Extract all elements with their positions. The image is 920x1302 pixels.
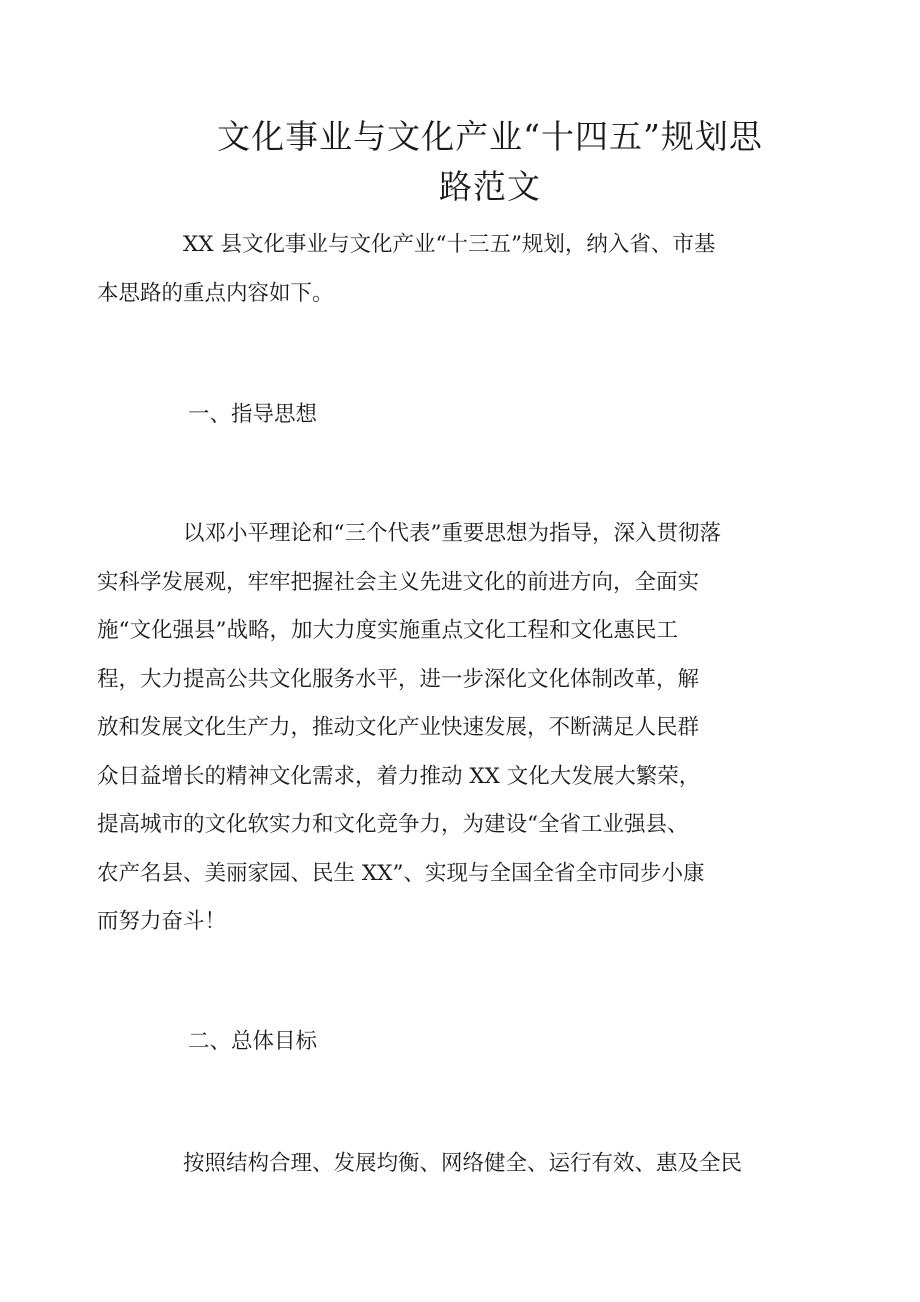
- section-heading-guiding-ideology: 一、指导思想: [188, 402, 318, 427]
- text-line: 众日益增长的精神文化需求，着力推动 XX 文化大发展大繁荣，: [97, 763, 701, 789]
- text-line: 实科学发展观，牢牢把握社会主义先进文化的前进方向，全面实: [97, 569, 700, 595]
- text-line: 放和发展文化生产力，推动文化产业快速发展，不断满足人民群: [97, 715, 700, 740]
- text-line: 按照结构合理、发展均衡、网络健全、运行有效、惠及全民: [183, 1151, 743, 1176]
- overall-goals-paragraph: [140, 1140, 780, 1189]
- guiding-ideology-paragraph: [97, 510, 780, 947]
- text-line: 提高城市的文化软实力和文化竞争力，为建设“全省工业强县、: [97, 812, 689, 837]
- section-heading-overall-goals: 二、总体目标: [188, 1029, 318, 1054]
- text-line: 农产名县、美丽家园、民生 XX”、实现与全国全省全市同步小康: [97, 860, 705, 886]
- text-line: 程，大力提高公共文化服务水平，进一步深化文化体制改革，解: [97, 666, 700, 692]
- text-line: 以邓小平理论和“三个代表”重要思想为指导，深入贯彻落: [183, 521, 721, 546]
- title-line: 路范文: [439, 167, 541, 206]
- document-title: [140, 112, 840, 212]
- text-line: 而努力奋斗！: [97, 909, 227, 934]
- intro-paragraph: [97, 221, 780, 318]
- text-line: 本思路的重点内容如下。: [97, 280, 334, 306]
- text-line: 施“文化强县”战略，加大力度实施重点文化工程和文化惠民工: [97, 618, 678, 643]
- title-line: 文化事业与文化产业“十四五”规划思: [217, 117, 763, 156]
- text-line: XX 县文化事业与文化产业“十三五”规划，纳入省、市基: [183, 232, 716, 257]
